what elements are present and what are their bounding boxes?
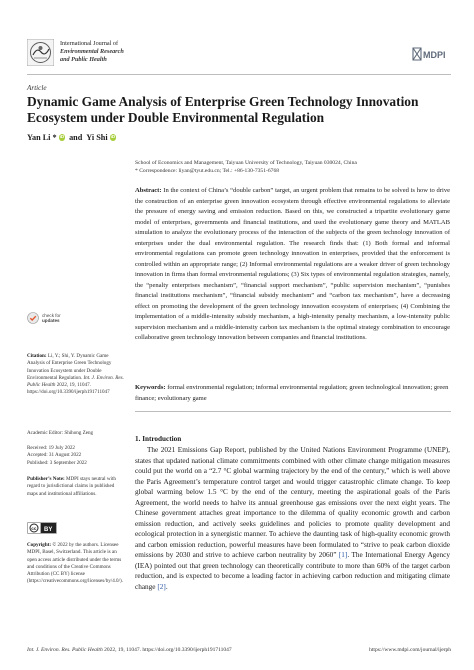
author-list bbox=[27, 133, 116, 142]
affiliation-line: School of Economics and Management, Taiyuan University of Technology, Taiyuan 030024, China bbox=[135, 160, 357, 166]
body-text: . The International Energy Agency (IEA) pointed out that green technology can theoretically contribute to more than 60% of the target carbon reduction, and is expected to become a leading factor in achieving carbon reduction and mitigating climate change bbox=[135, 551, 450, 591]
copyright-text: © 2022 by the authors. Licensee MDPI, Basel, Switzerland. This article is an open access article distributed under the terms and conditions of the Creative Commons Attribution (CC BY) license (https://creativecommons.org/licenses/by/4.0/). bbox=[27, 542, 123, 585]
journal-name-line1: International Journal of bbox=[60, 40, 119, 47]
orcid-icon[interactable]: iD bbox=[110, 134, 116, 140]
journal-name-line3: and Public Health bbox=[60, 56, 107, 63]
orcid-icon[interactable]: iD bbox=[59, 134, 65, 140]
published-date: Published: 3 September 2022 bbox=[27, 459, 87, 466]
author-conjunction: and bbox=[69, 133, 83, 142]
copyright-block bbox=[27, 542, 124, 586]
correspondence-line: * Correspondence: liyan@tyut.edu.cn; Tel.: +86-130-7351-6768 bbox=[135, 167, 280, 174]
publisher-note-label: Publisher’s Note: bbox=[27, 476, 65, 482]
reference-link[interactable]: [1] bbox=[338, 551, 348, 559]
author-name[interactable]: Yan Li * bbox=[27, 133, 57, 142]
dates-block bbox=[27, 445, 124, 467]
article-type: Article bbox=[27, 84, 47, 92]
editor-label: Academic Editor: bbox=[27, 430, 64, 436]
academic-editor bbox=[27, 430, 124, 437]
publisher-note bbox=[27, 476, 124, 498]
citation-doi[interactable]: 2022, 19, 11047. https://doi.org/10.3390/ijerph191711047 bbox=[27, 382, 110, 396]
author-name[interactable]: Yi Shi bbox=[86, 133, 108, 142]
journal-logo-icon bbox=[27, 39, 54, 66]
svg-text:cc: cc bbox=[31, 525, 37, 531]
affiliation bbox=[135, 160, 455, 175]
header-divider bbox=[27, 74, 451, 75]
page-footer bbox=[27, 647, 451, 653]
footer-journal: Int. J. Environ. Res. Public Health bbox=[27, 647, 103, 653]
journal-name-line2: Environmental Research bbox=[60, 48, 124, 55]
journal-name bbox=[60, 40, 124, 64]
citation-block bbox=[27, 353, 124, 397]
cc-by-license-icon[interactable] bbox=[27, 522, 57, 534]
abstract bbox=[135, 186, 450, 344]
body-text: . bbox=[165, 582, 168, 591]
section-heading: 1. Introduction bbox=[135, 435, 182, 443]
received-date: Received: 19 July 2022 bbox=[27, 445, 75, 451]
keywords bbox=[135, 383, 450, 404]
reference-link[interactable]: [2] bbox=[157, 582, 166, 591]
check-for-updates-line2: updates bbox=[42, 318, 60, 323]
body-text: The 2021 Emissions Gap Report, published by the United Nations Environment Programme (UNEP), states that updated national climate commitments combined with other climate change mitigation measures could put the world on a “2.7 °C global warming trajectory by the end of the century,” which is well above the Paris Agreement’s temperature control target and would trigger catastrophic climate change. To keep global warming below 1.5 °C by the end of the century, meeting the aspirational goals of the Paris Agreement, the world needs to halve its annual greenhouse gas emissions over the next eight years. The Chinese government attaches great importance to the dilemma of quality economic growth and carbon emission reduction, and actively seeks guidelines and policies to promote quality development and ecological protection in a synergistic manner. To achieve the daunting task of high-quality economic growth and carbon emission reduction, powerful measures have been formulated to “strive to peak carbon dioxide emissions by 2030 and strive to achieve carbon neutrality by 2060” bbox=[135, 446, 450, 559]
citation-journal: Int. J. Environ. Res. Public Health bbox=[27, 374, 124, 389]
page-title: Dynamic Game Analysis of Enterprise Green Technology Innovation Ecosystem under Double Environmental Regulation bbox=[27, 94, 419, 125]
publisher-note-text: MDPI stays neutral with regard to jurisdictional claims in published maps and institutional affiliations. bbox=[27, 476, 116, 497]
editor-name: Shihong Zeng bbox=[64, 430, 94, 436]
footer-url[interactable]: https://www.mdpi.com/journal/ijerph bbox=[369, 647, 451, 653]
accepted-date: Accepted: 31 August 2022 bbox=[27, 452, 82, 459]
abstract-label: Abstract: bbox=[135, 187, 162, 194]
citation-label: Citation: bbox=[27, 353, 47, 359]
copyright-label: Copyright: bbox=[27, 542, 52, 548]
check-for-updates-line1: check for bbox=[42, 312, 61, 318]
mdpi-logo-text: MDPI bbox=[423, 50, 446, 60]
citation-text: Li, Y.; Shi, Y. Dynamic Game Analysis of Enterprise Green Technology Innovation Ecosystem under Double Environmental Regulation. bbox=[27, 353, 112, 381]
body-paragraph bbox=[135, 445, 450, 592]
footer-citation bbox=[27, 647, 232, 653]
mdpi-logo-icon bbox=[409, 43, 451, 65]
footer-doi[interactable]: 2022, 19, 11047. https://doi.org/10.3390/ijerph191711047 bbox=[104, 647, 232, 653]
keywords-label: Keywords: bbox=[135, 384, 166, 391]
keywords-text: formal environmental regulation; informal environmental regulation; green technological innovation; green finance; evolutionary game bbox=[135, 384, 449, 402]
abstract-divider bbox=[135, 411, 451, 412]
abstract-text: In the context of China’s “double carbon” target, an urgent problem that remains to be solved is how to drive the construction of an enterprise green innovation ecosystem through effective environmental regulations to alleviate the pressure of energy saving and emission reduction. Based on this, we constructed a tripartite evolutionary game model of enterprises, governments and financial institutions, and used the evolutionary game theory and MATLAB simulation to analyze the evolutionary process of the interaction of the subjects of the green technology innovation of enterprises under the dual environmental regulation. The research finds that: (1) Both formal and informal environmental regulations can promote green technology innovation in enterprises, provided that the enforcement is controlled within an appropriate range; (2) Informal environmental regulations are a weaker driver of green technology innovation in firms than formal environmental regulations; (3) Six types of environmental regulation strategies, namely, the “penalty enterprises mechanism”, “financial support mechanism”, “public supervision mechanism”, “punishes financial institutions mechanism”, “financial subsidy mechanism” and “carbon tax mechanism”, have a decreasing effect on promoting the development of the green technology innovation ecosystem of enterprises; (4) Combining the implementation of a middle-intensity subsidy mechanism, a high-intensity penalty mechanism, a low-intensity public supervision mechanism and a middle-intensity carbon tax mechanism is the optimal strategy combination to encourage collaborative green technology innovation between companies and financial institutions. bbox=[135, 187, 451, 341]
check-for-updates[interactable] bbox=[27, 312, 61, 324]
check-for-updates-icon bbox=[27, 312, 39, 324]
svg-text:BY: BY bbox=[44, 527, 53, 533]
